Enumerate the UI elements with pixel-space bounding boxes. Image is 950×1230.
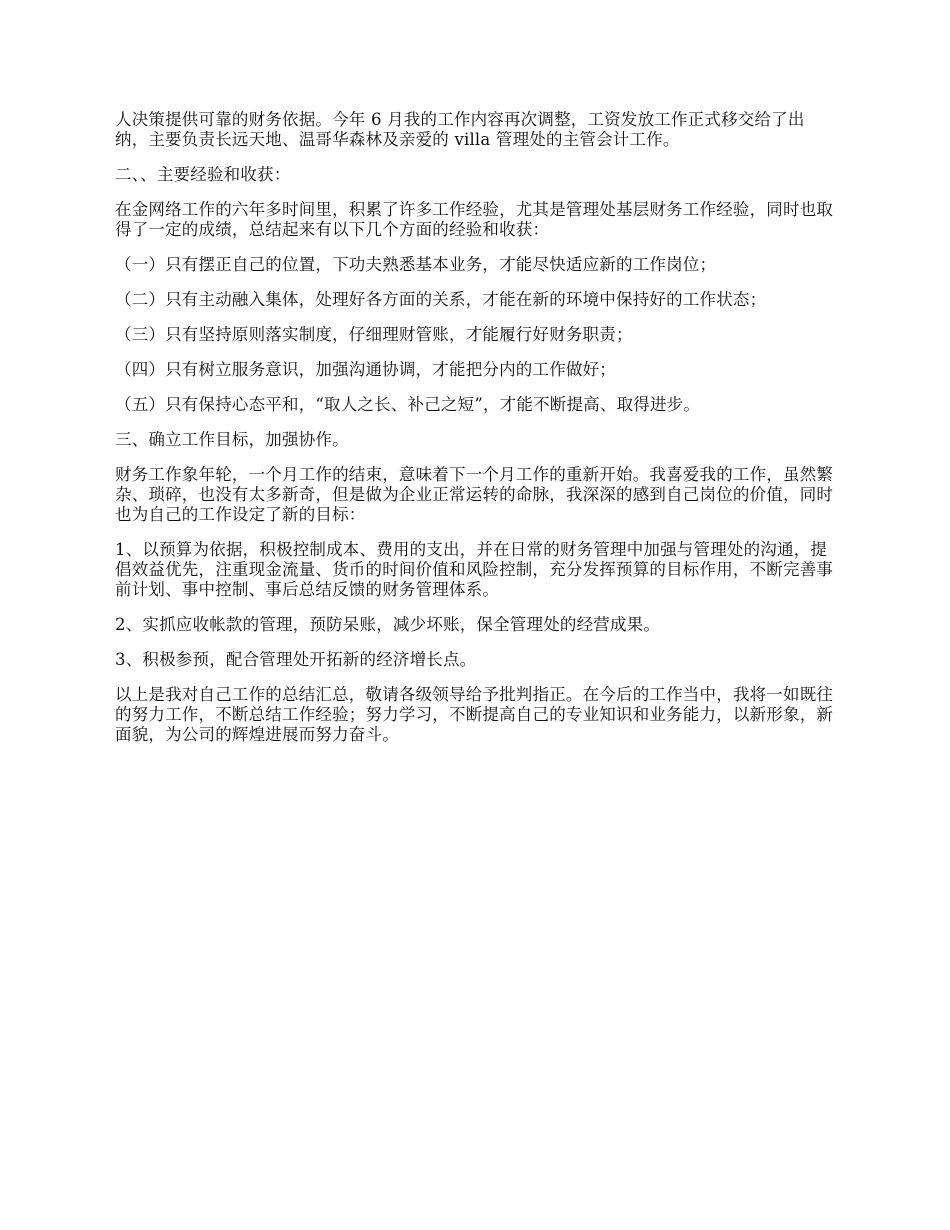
list-item-1: （一）只有摆正自己的位置，下功夫熟悉基本业务，才能尽快适应新的工作岗位； [115, 255, 717, 274]
section-heading-goals: 三、确立工作目标，加强协作。 [115, 430, 349, 449]
paragraph-experience: 在金网络工作的六年多时间里，积累了许多工作经验，尤其是管理处基层财务工作经验，同时也取得了一定的成绩，总结起来有以下几个方面的经验和收获： [115, 200, 834, 239]
paragraph-conclusion: 以上是我对自己工作的总结汇总，敬请各级领导给予批判指正。在今后的工作当中，我将一如既往的努力工作，不断总结工作经验；努力学习，不断提高自己的专业知识和业务能力，以新形象，新面貌，为公司的辉煌进展而努力奋斗。 [115, 685, 834, 744]
list-item-2: （二）只有主动融入集体，处理好各方面的关系，才能在新的环境中保持好的工作状态； [115, 290, 767, 309]
list-item-3: （三）只有坚持原则落实制度，仔细理财管账，才能履行好财务职责； [115, 325, 633, 344]
goal-item-2: 2、实抓应收帐款的管理，预防呆账，减少坏账，保全管理处的经营成果。 [115, 615, 661, 634]
section-heading-experience: 二、、主要经验和收获： [115, 165, 291, 184]
list-item-4: （四）只有树立服务意识，加强沟通协调，才能把分内的工作做好； [115, 360, 616, 379]
list-item-5: （五）只有保持心态平和，“取人之长、补己之短”，才能不断提高、取得进步。 [115, 395, 701, 414]
goal-item-3: 3、积极参预，配合管理处开拓新的经济增长点。 [115, 650, 477, 669]
paragraph-goals: 财务工作象年轮，一个月工作的结束，意味着下一个月工作的重新开始。我喜爱我的工作，虽然繁杂、琐碎，也没有太多新奇，但是做为企业正常运转的命脉，我深深的感到自己岗位的价值，同时也为自己的工作设定了新的目标： [115, 465, 834, 524]
paragraph-intro: 人决策提供可靠的财务依据。今年 6 月我的工作内容再次调整，工资发放工作正式移交给了出纳，主要负责长远天地、温哥华森林及亲爱的 villa 管理处的主管会计工作。 [115, 110, 805, 149]
goal-item-1: 1、以预算为依据，积极控制成本、费用的支出，并在日常的财务管理中加强与管理处的沟通，提倡效益优先，注重现金流量、货币的时间价值和风险控制，充分发挥预算的目标作用，不断完善事前计划、事中控制、事后总结反馈的财务管理体系。 [115, 540, 834, 599]
document-body [115, 110, 835, 760]
